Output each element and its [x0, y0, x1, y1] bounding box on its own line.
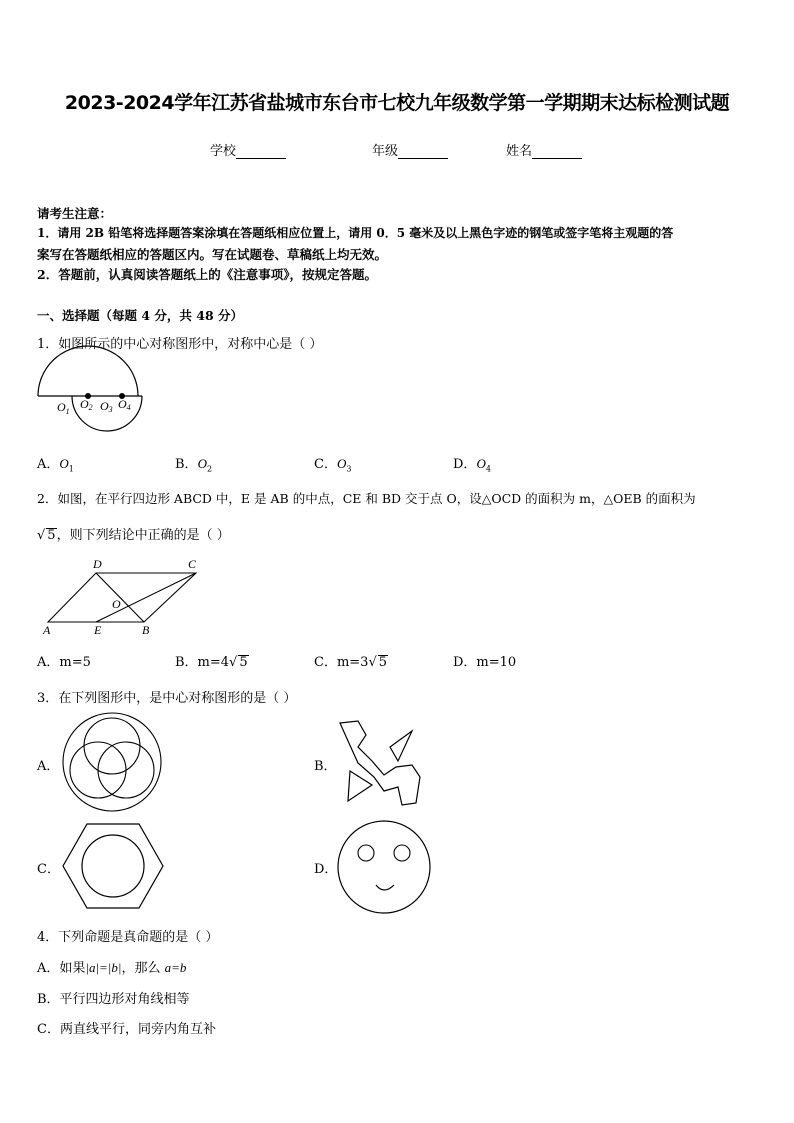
notice-item1-line1: 1．请用 2B 铅笔将选择题答案涂填在答题纸相应位置上，请用 0．5 毫米及以上黑色字迹的钢笔或签字笔将主观题的答 — [37, 226, 674, 240]
q4-option-c[interactable]: C．两直线平行，同旁内角互补 — [37, 1022, 216, 1037]
q2-figure — [38, 555, 208, 640]
q1-figure — [30, 360, 160, 435]
label-a: A — [43, 623, 51, 637]
q3-option-a[interactable]: A． — [37, 759, 60, 774]
q1-option-d[interactable]: D．$O_4$ — [453, 456, 491, 474]
label-c: C — [188, 557, 197, 571]
label-o2: O2 — [80, 397, 93, 412]
label-o: O — [112, 597, 121, 611]
q2-option-d[interactable]: D．m=10 — [453, 655, 517, 670]
school-blank — [236, 144, 286, 159]
label-o1: $O_1$ — [57, 400, 70, 416]
q1-option-a[interactable]: A．$O_1$ — [37, 456, 74, 474]
q2-stem-line1: 2．如图，在平行四边形 ABCD 中，E 是 AB 的中点，CE 和 BD 交于点 O，设△OCD 的面积为 m，△OEB 的面积为 — [37, 491, 696, 506]
q3-figure-a — [62, 712, 164, 814]
label-o3: O3 — [100, 399, 113, 414]
q4-option-a[interactable]: A．如果|a|=|b|，那么 a=b — [37, 960, 187, 976]
page-title: 2023-2024学年江苏省盐城市东台市七校九年级数学第一学期期末达标检测试题 — [64, 92, 730, 114]
q2-option-c[interactable]: C．m=3√ 5 — [314, 655, 388, 670]
inner-circle — [82, 835, 144, 897]
triangle-top — [390, 731, 412, 761]
notice-item2: 2．答题前，认真阅读答题纸上的《注意事项》，按规定答题。 — [37, 267, 377, 282]
hexagon — [63, 824, 163, 908]
label-d: D — [93, 557, 102, 571]
q1-option-c[interactable]: C．$O_3$ — [314, 456, 352, 474]
parallelogram-abcd — [48, 573, 196, 622]
outer-circle — [63, 713, 161, 811]
school-label: 学校 — [210, 144, 237, 159]
q3-stem: 3．在下列图形中，是中心对称图形的是（ ） — [37, 691, 297, 706]
grade-blank — [398, 144, 448, 159]
notice-item1-line2: 案写在答题纸相应的答题区内。写在试题卷、草稿纸上均无效。 — [37, 247, 388, 262]
q3-option-c[interactable]: C． — [37, 862, 60, 877]
q4-stem: 4．下列命题是真命题的是（ ） — [37, 930, 219, 945]
q2-stem-line2: √ 5，则下列结论中正确的是（ ） — [37, 528, 230, 543]
right-eye — [394, 845, 410, 861]
smile — [376, 885, 394, 890]
school-field — [210, 140, 286, 159]
q1-option-b[interactable]: B．$O_2$ — [175, 456, 213, 474]
q2-option-b[interactable]: B．m=4√ 5 — [175, 655, 248, 670]
label-o4: O4 — [118, 397, 131, 412]
section-heading: 一、选择题（每题 4 分，共 48 分） — [37, 308, 244, 323]
q2-option-a[interactable]: A．m=5 — [37, 655, 91, 670]
face-circle — [338, 821, 430, 913]
upper-semicircle — [38, 346, 138, 396]
grade-field — [372, 140, 448, 159]
notice-heading: 请考生注意： — [37, 206, 113, 221]
q3-option-d[interactable]: D． — [314, 862, 338, 877]
label-b: B — [142, 623, 150, 637]
segment-ce — [96, 573, 196, 622]
name-label: 姓名 — [506, 144, 533, 159]
q2-sqrt: 5 — [47, 528, 56, 543]
name-blank — [532, 144, 582, 159]
triangle-bottom — [348, 771, 372, 801]
q3-figure-b — [336, 717, 428, 809]
q4-option-b[interactable]: B．平行四边形对角线相等 — [37, 992, 190, 1007]
grade-label: 年级 — [372, 144, 399, 159]
q3-figure-c — [62, 822, 164, 912]
q3-figure-d — [336, 819, 432, 915]
name-field — [506, 140, 582, 159]
q3-option-b[interactable]: B． — [314, 759, 337, 774]
left-eye — [358, 845, 374, 861]
label-e: E — [94, 623, 102, 637]
q1-stem: 1．如图所示的中心对称图形中，对称中心是（ ） — [37, 337, 323, 352]
